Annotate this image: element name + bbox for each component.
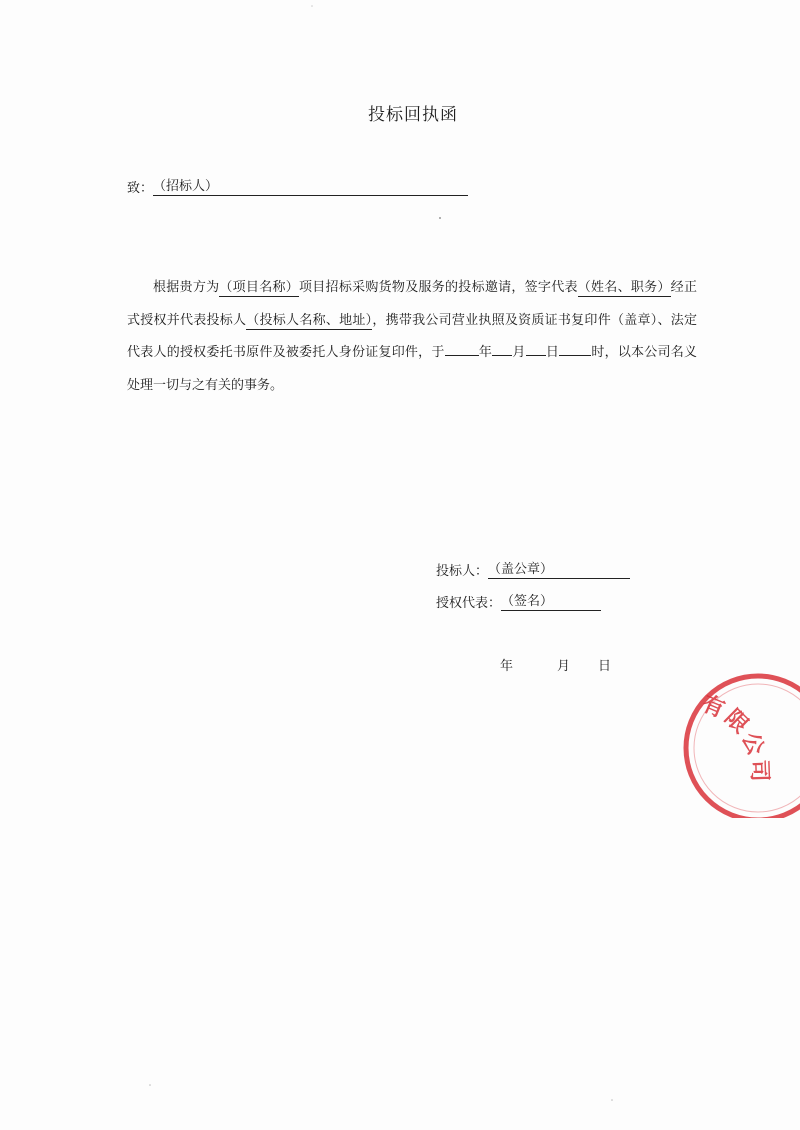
project-name-field: （项目名称） (219, 280, 300, 295)
para-time: 时， (591, 345, 618, 360)
bidder-label: 投标人： (436, 564, 489, 579)
para-text-4: ，携带我公司营业执照及资质证书复印件（盖章）、法定代表人的授权委托书原件及被委托人身份证复印件，于 (127, 312, 697, 360)
bidder-info-field: （投标人名称、地址） (246, 312, 373, 328)
date-day: 日 (598, 659, 612, 674)
recipient-placeholder: （招标人） (153, 179, 219, 194)
para-text-5: 以本公司名义处理一切与之有关的事务。 (127, 345, 697, 393)
para-text-3: 经正式授权并代表投标人 (127, 280, 697, 328)
para-day: 日 (545, 345, 560, 360)
seal-text: 有限公司 (698, 691, 772, 786)
recipient-label: 致： (127, 181, 154, 196)
para-text-2: 项目招标采购货物及服务的投标邀请，签字代表 (299, 280, 578, 295)
signer-field: （姓名、职务） (577, 280, 671, 295)
representative-sign-placeholder: （签名） (501, 594, 554, 609)
para-month: 月 (512, 345, 526, 360)
representative-label: 授权代表： (436, 596, 502, 611)
date-month: 月 (557, 659, 571, 674)
para-year: 年 (478, 345, 493, 360)
date-year: 年 (500, 659, 514, 674)
para-text-1: 根据贵方为 (153, 280, 220, 295)
page-title: 投标回执函 (368, 105, 458, 125)
bidder-stamp-placeholder: （盖公章） (488, 562, 554, 577)
